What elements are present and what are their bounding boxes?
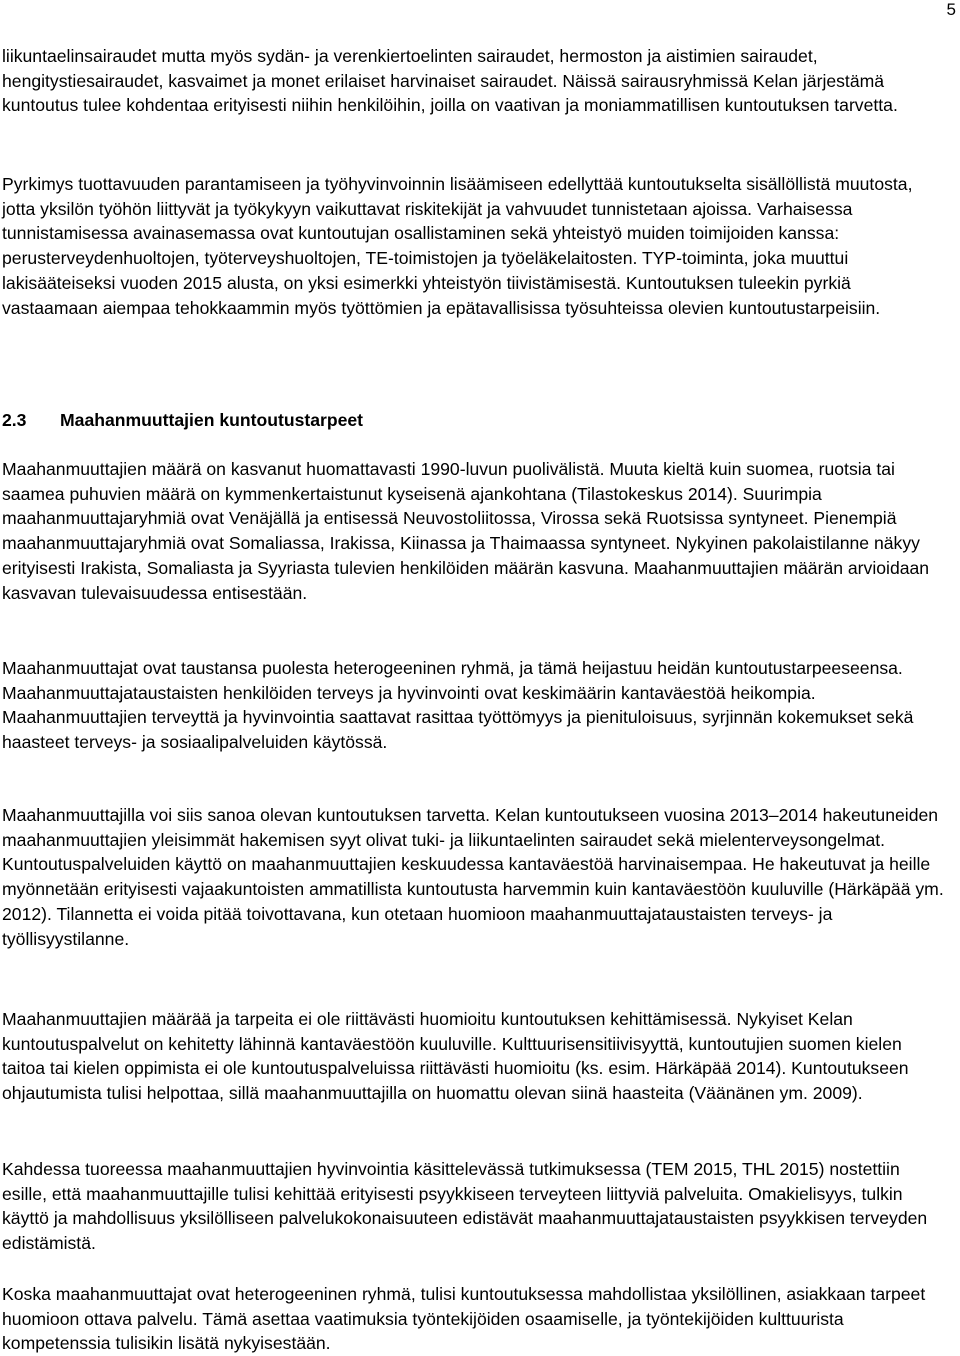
paragraph-mental-health-services: Kahdessa tuoreessa maahanmuuttajien hyvinvointia käsittelevässä tutkimuksessa (TEM 2015, THL 2015) nostettiin esille, että maahanmuuttajille tulisi kehittää erityisesti psyykkiseen terveyteen liittyviä palveluita. Omakielisyys, tulkin käyttö ja mahdollisuus yksilölliseen palvelukokonaisuuteen edistävät maahanmuuttajataustaisten psyykkisen terveyden edistämistä. [2,1159,928,1254]
paragraph-individual-service: Koska maahanmuuttajat ovat heterogeeninen ryhmä, tulisi kuntoutuksessa mahdollistaa yksilöllinen, asiakkaan tarpeet huomioon ottava palvelu. Tämä asettaa vaatimuksia työntekijöiden osaamiselle, ja työntekijöiden kulttuurista kompetenssia tulisikin lisätä nykyisestään. [2,1284,926,1354]
paragraph-heterogeneous-group: Maahanmuuttajat ovat taustansa puolesta heterogeeninen ryhmä, ja tämä heijastuu heidän kuntoutustarpeeseensa. Maahanmuuttajataustaisten henkilöiden terveys ja hyvinvointi ovat keskimäärin kantaväestöä heikompia. Maahanmuuttajien terveyttä ja hyvinvointia saattavat rasittaa työttömyys ja pienituloisuus, syrjinnän kokemukset sekä haasteet terveys- ja sosiaalipalveluiden käytössä. [2,658,914,753]
section-heading [2,408,363,432]
paragraph-disease-groups: liikuntaelinsairaudet mutta myös sydän- ja verenkiertoelinten sairaudet, hermoston ja aistimien sairaudet, hengitystiesairaudet, kasvaimet ja monet erilaiset harvinaiset sairaudet. Näissä sairausryhmissä Kelan järjestämä kuntoutus tulee kohdentaa erityisesti niihin henkilöihin, joilla on vaativan ja moniammatillisen kuntoutuksen tarvetta. [2,46,898,116]
paragraph-productivity: Pyrkimys tuottavuuden parantamiseen ja työhyvinvoinnin lisäämiseen edellyttää kuntoutukselta sisällöllistä muutosta, jotta yksilön työhön liittyvät ja työkykyyn vaikuttavat riskitekijät ja vahvuudet tunnistetaan ajoissa. Varhaisessa tunnistamisessa avainasemassa ovat kuntoutujan osallistaminen sekä yhteistyö muiden toimijoiden kanssa: perusterveydenhuoltojen, työterveyshuoltojen, TE-toimistojen ja työeläkelaitosten. TYP-toiminta, joka muuttui lakisääteiseksi vuoden 2015 alusta, on yksi esimerkki yhteistyön tiivistämisestä. Kuntoutuksen tuleekin pyrkiä vastaamaan aiempaa tehokkaammin myös työttömien ja epätavallisissa työsuhteissa olevien kuntoutustarpeisiin. [2,174,913,318]
paragraph-immigrant-numbers: Maahanmuuttajien määrä on kasvanut huomattavasti 1990-luvun puolivälistä. Muuta kieltä kuin suomea, ruotsia tai saamea puhuvien määrä on kymmenkertaistunut kyseisenä ajankohtana (Tilastokeskus 2014). Suurimpia maahanmuuttajaryhmiä ovat Venäjällä ja entisessä Neuvostoliitossa, Virossa sekä Ruotsissa syntyneet. Pienempiä maahanmuuttajaryhmiä ovat Somaliassa, Irakissa, Kiinassa ja Thaimaassa syntyneet. Nykyinen pakolaistilanne näkyy erityisesti Irakista, Somaliasta ja Syyriasta tulevien henkilöiden määrän kasvuna. Maahanmuuttajien määrän arvioidaan kasvavan tulevaisuudessa entisestään. [2,459,930,603]
paragraph-rehab-need: Maahanmuuttajilla voi siis sanoa olevan kuntoutuksen tarvetta. Kelan kuntoutukseen vuosina 2013–2014 hakeutuneiden maahanmuuttajien yleisimmät hakemisen syyt olivat tuki- ja liikuntaelinten sairaudet sekä mielenterveysongelmat. Kuntoutuspalveluiden käyttö on maahanmuuttajien keskuudessa kantaväestöä harvinaisempaa. He hakeutuvat ja heille myönnetään erityisesti vajaakuntoisten ammatillista kuntoutusta harvemmin kuin kantaväestöön kuuluville (Härkäpää ym. 2012). Tilannetta ei voida pitää toivottavana, kun otetaan huomioon maahanmuuttajataustaisten terveys- ja työllisyystilanne. [2,805,944,949]
page-number: 5 [946,0,956,19]
section-number: 2.3 [2,410,27,430]
paragraph-development-gaps: Maahanmuuttajien määrää ja tarpeita ei ole riittävästi huomioitu kuntoutuksen kehittämisessä. Nykyiset Kelan kuntoutuspalvelut on kehitetty lähinnä kantaväestöön kuuluville. Kulttuurisensitiivisyyttä, kuntoutujien suomen kielen taitoa tai kielen oppimista ei ole kuntoutuspalveluissa riittävästi huomioitu (ks. esim. Härkäpää 2014). Kuntoutukseen ohjautumista tulisi helpottaa, sillä maahanmuuttajilla on huomattu olevan siinä haasteita (Väänänen ym. 2009). [2,1009,909,1104]
section-title: Maahanmuuttajien kuntoutustarpeet [60,410,364,430]
